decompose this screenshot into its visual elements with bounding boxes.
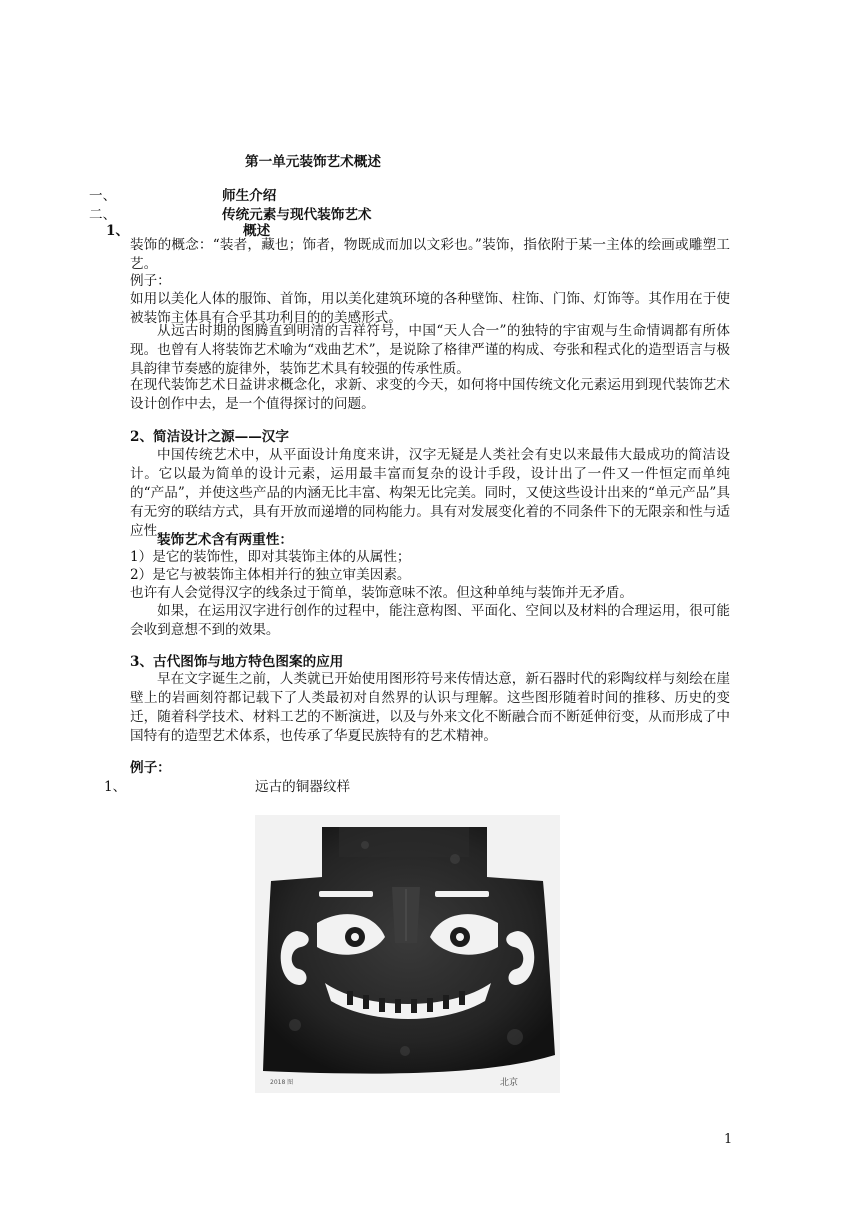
- figure-seal-mark: 北京: [500, 1078, 519, 1088]
- example-item-text: 远古的铜器纹样: [255, 779, 351, 795]
- outline-marker-1: 一、: [89, 188, 117, 204]
- example-paragraph: 如用以美化人体的服饰、首饰，用以美化建筑环境的各种壁饰、柱饰、门饰、灯饰等。其作用在于使被装饰主体具有合乎其功利目的的美感形式。: [130, 291, 730, 326]
- section-2-paragraph: 中国传统艺术中，从平面设计角度来讲，汉字无疑是人类社会有史以来最伟大最成功的简洁设计。它以最为简单的设计元素，运用最丰富而复杂的设计手段，设计出了一件又一件恒定而单纯的“产品”，并使这些产品的内涵无比丰富、构架无比完美。同时，又使这些设计出来的“单元产品”具有无穷的联结方式，具有开放而递增的同构能力。具有对发展变化着的不同条件下的无限亲和性与适应性。: [130, 447, 730, 539]
- modern-paragraph: 在现代装饰艺术日益讲求概念化，求新、求变的今天，如何将中国传统文化元素运用到现代装饰艺术设计创作中去，是一个值得探讨的问题。: [130, 377, 730, 412]
- sub-heading: 概述: [243, 223, 271, 239]
- sub-heading-marker: 1、: [106, 223, 130, 239]
- section-3-heading: 3、古代图饰与地方特色图案的应用: [130, 654, 344, 670]
- page-number: 1: [724, 1132, 733, 1147]
- outline-item-2: 传统元素与现代装饰艺术: [222, 207, 372, 223]
- bronze-yue-axe-face-pattern-image-icon: [255, 815, 560, 1093]
- definition-paragraph: 装饰的概念：“装者，藏也；饰者，物既成而加以文彩也。”装饰，指依附于某一主体的绘画或雕塑工艺。: [130, 237, 730, 272]
- duality-point-2: 2）是它与被装饰主体相并行的独立审美因素。: [130, 567, 411, 583]
- duality-heading: 装饰艺术含有两重性：: [157, 532, 293, 548]
- conclusion-paragraph: 如果，在运用汉字进行创作的过程中，能注意构图、平面化、空间以及材料的合理运用，很可能会收到意想不到的效果。: [130, 603, 730, 638]
- section-3-paragraph: 早在文字诞生之前，人类就已开始使用图形符号来传情达意，新石器时代的彩陶纹样与刻绘在崖壁上的岩画刻符都记载下了人类最初对自然界的认识与理解。这些图形随着时间的推移、历史的变迁，随着科学技术、材料工艺的不断演进，以及与外来文化不断融合而不断延伸衍变，从而形成了中国特有的造型艺术体系，也传承了华夏民族特有的艺术精神。: [130, 671, 730, 744]
- examples-label: 例子：: [130, 760, 171, 776]
- outline-marker-2: 二、: [89, 207, 117, 223]
- example-label: 例子：: [130, 273, 171, 289]
- note-paragraph: 也许有人会觉得汉字的线条过于简单，装饰意味不浓。但这种单纯与装饰并无矛盾。: [130, 585, 633, 601]
- duality-point-1: 1）是它的装饰性，即对其装饰主体的从属性；: [130, 549, 411, 565]
- bronze-axe-image: [255, 815, 560, 1093]
- outline-item-1: 师生介绍: [222, 188, 277, 204]
- document-title: 第一单元装饰艺术概述: [245, 154, 381, 170]
- figure-stamp-text: 2018 图: [270, 1079, 294, 1086]
- example-item-marker: 1、: [104, 779, 127, 795]
- section-2-heading: 2、简洁设计之源——汉字: [130, 429, 289, 445]
- history-paragraph: 从远古时期的图腾直到明清的吉祥符号，中国“天人合一”的独特的宇宙观与生命情调都有所体现。也曾有人将装饰艺术喻为“戏曲艺术”，是说除了格律严谨的构成、夸张和程式化的造型语言与极具韵律节奏感的旋律外，装饰艺术具有较强的传承性质。: [130, 323, 730, 377]
